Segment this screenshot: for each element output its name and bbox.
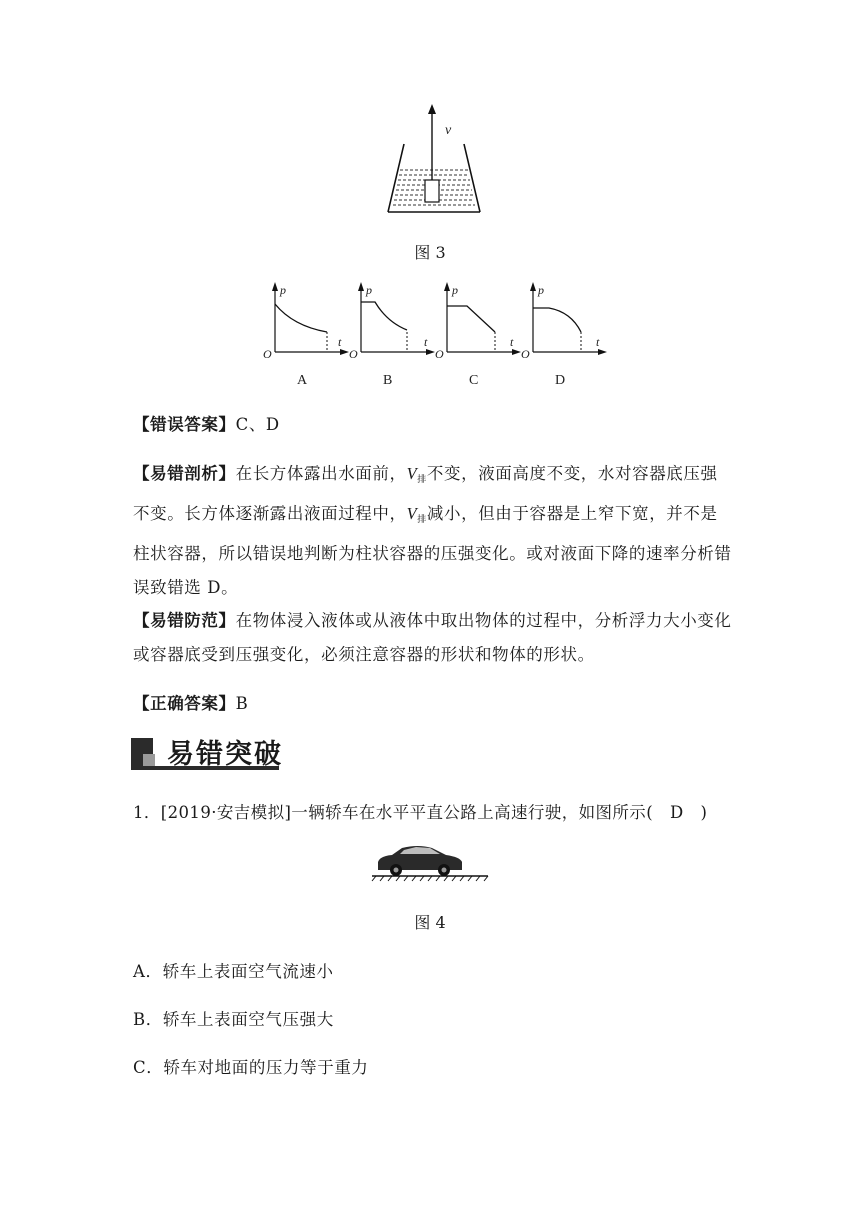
pressure-time-graphs [255,278,615,390]
graph-option-label: D [555,373,566,388]
graph-d [521,282,607,388]
volume-subscript: 排 [417,475,427,485]
option-a: A．轿车上表面空气流速小 [133,962,334,981]
x-axis-label: t [510,335,514,349]
y-axis-arrow [530,282,536,291]
pressure-curve [361,302,407,330]
x-axis-arrow [598,349,607,355]
y-axis-label: p [452,283,458,297]
y-axis-label: p [366,283,372,297]
prevention-text: 在物体浸入液体或从液体中取出物体的过程中，分析浮力大小变化或容器底受到压强变化，必须注意容器的形状和物体的形状。 [133,611,732,664]
figure-3-container-diagram [380,100,490,218]
y-axis-label: p [280,283,286,297]
velocity-label: v [445,123,452,138]
analysis-text-1: 在长方体露出水面前， [235,464,407,483]
y-axis-arrow [272,282,278,291]
x-axis-label: t [424,335,428,349]
origin-label: O [435,347,444,361]
option-c: C．轿车对地面的压力等于重力 [133,1058,369,1077]
x-axis-label: t [338,335,342,349]
y-axis-arrow [444,282,450,291]
graph-option-label: C [469,373,479,388]
volume-subscript: 排 [417,515,427,525]
graph-b [349,282,435,388]
error-prevention [133,604,733,672]
x-axis-arrow [426,349,435,355]
x-axis-arrow [512,349,521,355]
wrong-answer [133,408,733,442]
volume-symbol: V [406,504,418,523]
section-heading: 易错突破 [167,739,283,770]
y-axis-arrow [358,282,364,291]
origin-label: O [521,347,530,361]
figure-3-caption: 图 3 [414,243,446,262]
y-axis-label: p [538,283,544,297]
graph-option-label: A [297,373,308,388]
graph-option-label: B [383,373,393,388]
volume-symbol: V [406,464,418,483]
correct-answer-tag: 【正确答案】 [133,694,236,713]
graph-a [263,282,349,388]
analysis-text-2: 不变，液面高度不变，水对容器底压强不变。长方体逐渐露出液面过程中， [133,464,718,523]
pressure-curve [533,308,581,332]
pressure-curve [275,304,327,332]
pressure-curve [447,306,495,332]
graph-c [435,282,521,388]
option-b: B．轿车上表面空气压强大 [133,1010,334,1029]
origin-label: O [263,347,272,361]
origin-label: O [349,347,358,361]
x-axis-label: t [596,335,600,349]
error-analysis [133,457,733,605]
prevention-tag: 【易错防范】 [133,611,236,630]
analysis-text-3: 减小，但由于容器是上窄下宽，并不是柱状容器，所以错误地判断为柱状容器的压强变化。或对液面下降的速率分析错误致错选 D。 [133,504,732,597]
wrong-answer-text: C、D [235,415,280,434]
correct-answer-text: B [235,694,249,713]
x-axis-arrow [340,349,349,355]
analysis-tag: 【易错剖析】 [133,464,236,483]
car-on-road-figure [370,840,490,882]
correct-answer [133,687,733,721]
wrong-answer-tag: 【错误答案】 [133,415,236,434]
figure-4-caption: 图 4 [414,913,446,932]
question-1: 1．[2019·安吉模拟]一辆轿车在水平平直公路上高速行驶，如图所示( D ) [133,803,708,822]
